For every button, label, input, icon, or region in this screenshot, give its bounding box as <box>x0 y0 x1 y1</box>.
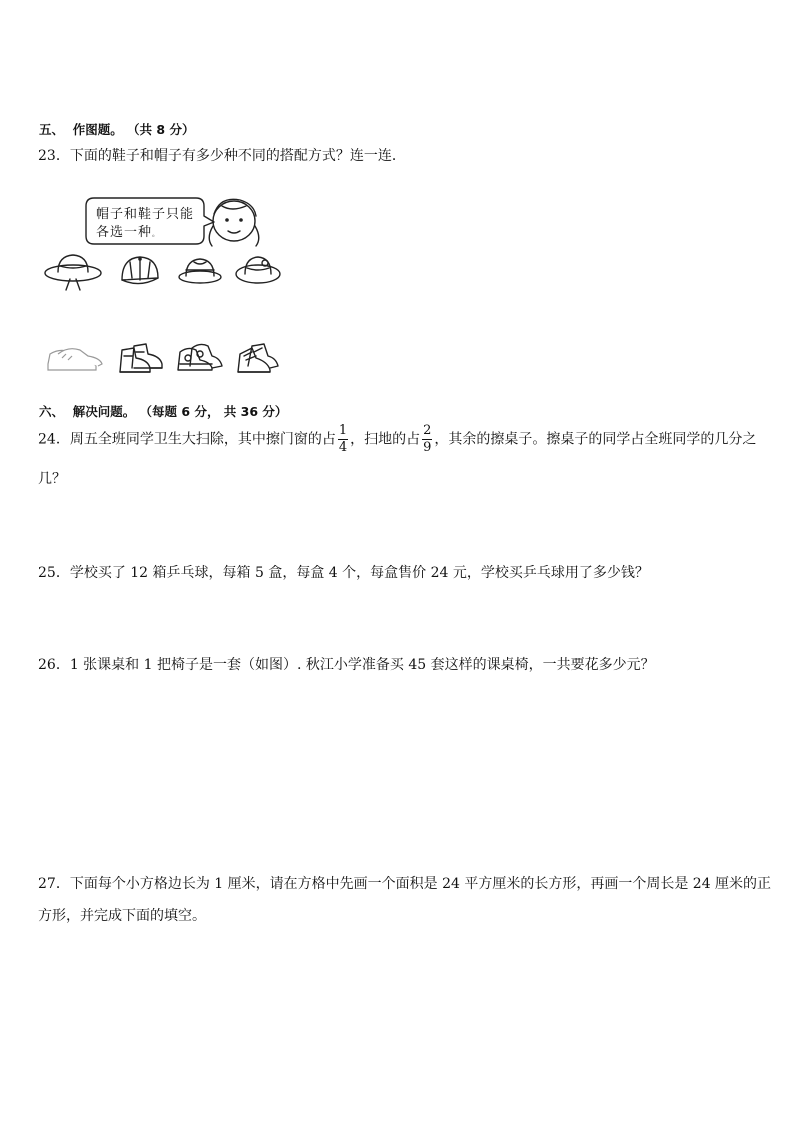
bubble-mark: 。 <box>152 230 161 238</box>
bubble-line-1: 帽子和鞋子只能 <box>96 207 195 222</box>
section-five-title: 五、 作图题。 （共 8 分） <box>39 122 195 137</box>
question-27-line2: 方形，并完成下面的填空。 <box>38 908 206 924</box>
lace-boot-icon <box>178 344 222 370</box>
fraction-two-ninths <box>422 423 432 456</box>
fraction-one-quarter <box>338 423 348 456</box>
q24-part2: ，扫地的占 <box>350 431 421 448</box>
question-24 <box>38 423 756 456</box>
question-26-text: 26．1 张课桌和 1 把椅子是一套（如图）. 秋江小学准备买 45 套这样的课桌椅，一共要花多少元？ <box>38 657 655 673</box>
speech-bubble-text <box>96 206 194 243</box>
question-25-text: 25．学校买了 12 箱乒乓球，每箱 5 盒，每盒 4 个，每盒售价 24 元，学校买乒乓球用了多少钱？ <box>38 565 649 581</box>
sneaker-icon <box>48 349 102 370</box>
bubble-line-2: 各选一种 <box>96 225 153 240</box>
q24-part1: 24．周五全班同学卫生大扫除，其中擦门窗的占 <box>38 431 336 448</box>
flower-hat-icon <box>236 257 280 283</box>
high-top-icon <box>238 344 278 372</box>
frac1-num: 1 <box>338 423 348 438</box>
cap-icon <box>122 257 158 284</box>
frac1-den: 4 <box>338 440 348 455</box>
q24-part4: 几？ <box>38 471 66 487</box>
question-27-line1: 27．下面每个小方格边长为 1 厘米，请在方格中先画一个面积是 24 平方厘米的长方形，再画一个周长是 24 厘米的正 <box>38 876 772 892</box>
frac2-den: 9 <box>423 440 432 455</box>
girl-icon <box>209 199 259 246</box>
sun-hat-icon <box>45 255 101 290</box>
question-23-text: 23．下面的鞋子和帽子有多少种不同的搭配方式？连一连． <box>38 148 406 164</box>
section-six-title: 六、 解决问题。 （每题 6 分， 共 36 分） <box>39 404 288 419</box>
boot-icon <box>120 344 162 372</box>
frac2-num: 2 <box>423 423 432 438</box>
q24-part3: ，其余的擦桌子。擦桌子的同学占全班同学的几分之 <box>434 431 757 448</box>
fedora-icon <box>179 259 221 283</box>
